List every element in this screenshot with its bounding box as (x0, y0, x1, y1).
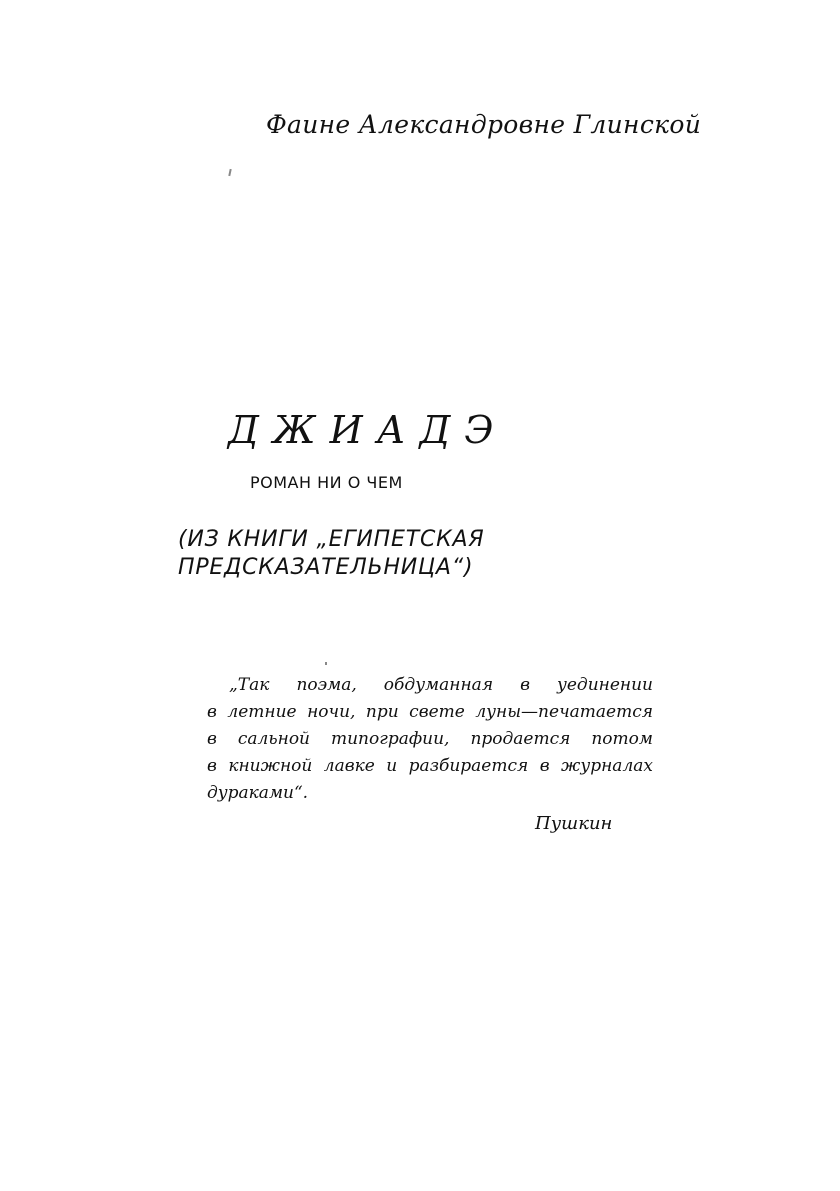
epigraph-line: „Так поэма, обдуманная в уединении (229, 675, 653, 695)
epigraph-line: в сальной типографии, продается потом (207, 729, 653, 749)
epigraph (207, 672, 653, 807)
print-speck (325, 662, 327, 665)
epigraph-line: в книжной лавке и разбирается в журналах (207, 756, 653, 776)
dedication: Фаине Александровне Глинской (266, 110, 702, 139)
epigraph-line: дураками“. (207, 783, 309, 803)
source-line-1: (ИЗ КНИГИ „ЕГИПЕТСКАЯ (178, 527, 485, 552)
source-line-2: ПРЕДСКАЗАТЕЛЬНИЦА“) (178, 555, 474, 580)
book-title: ДЖИАДЭ (228, 408, 508, 452)
epigraph-line: в летние ночи, при свете луны—печатается (207, 702, 653, 722)
print-speck (228, 169, 231, 176)
book-subtitle: РОМАН НИ О ЧЕМ (250, 473, 403, 492)
source-note (178, 526, 484, 582)
epigraph-attribution: Пушкин (535, 813, 613, 834)
